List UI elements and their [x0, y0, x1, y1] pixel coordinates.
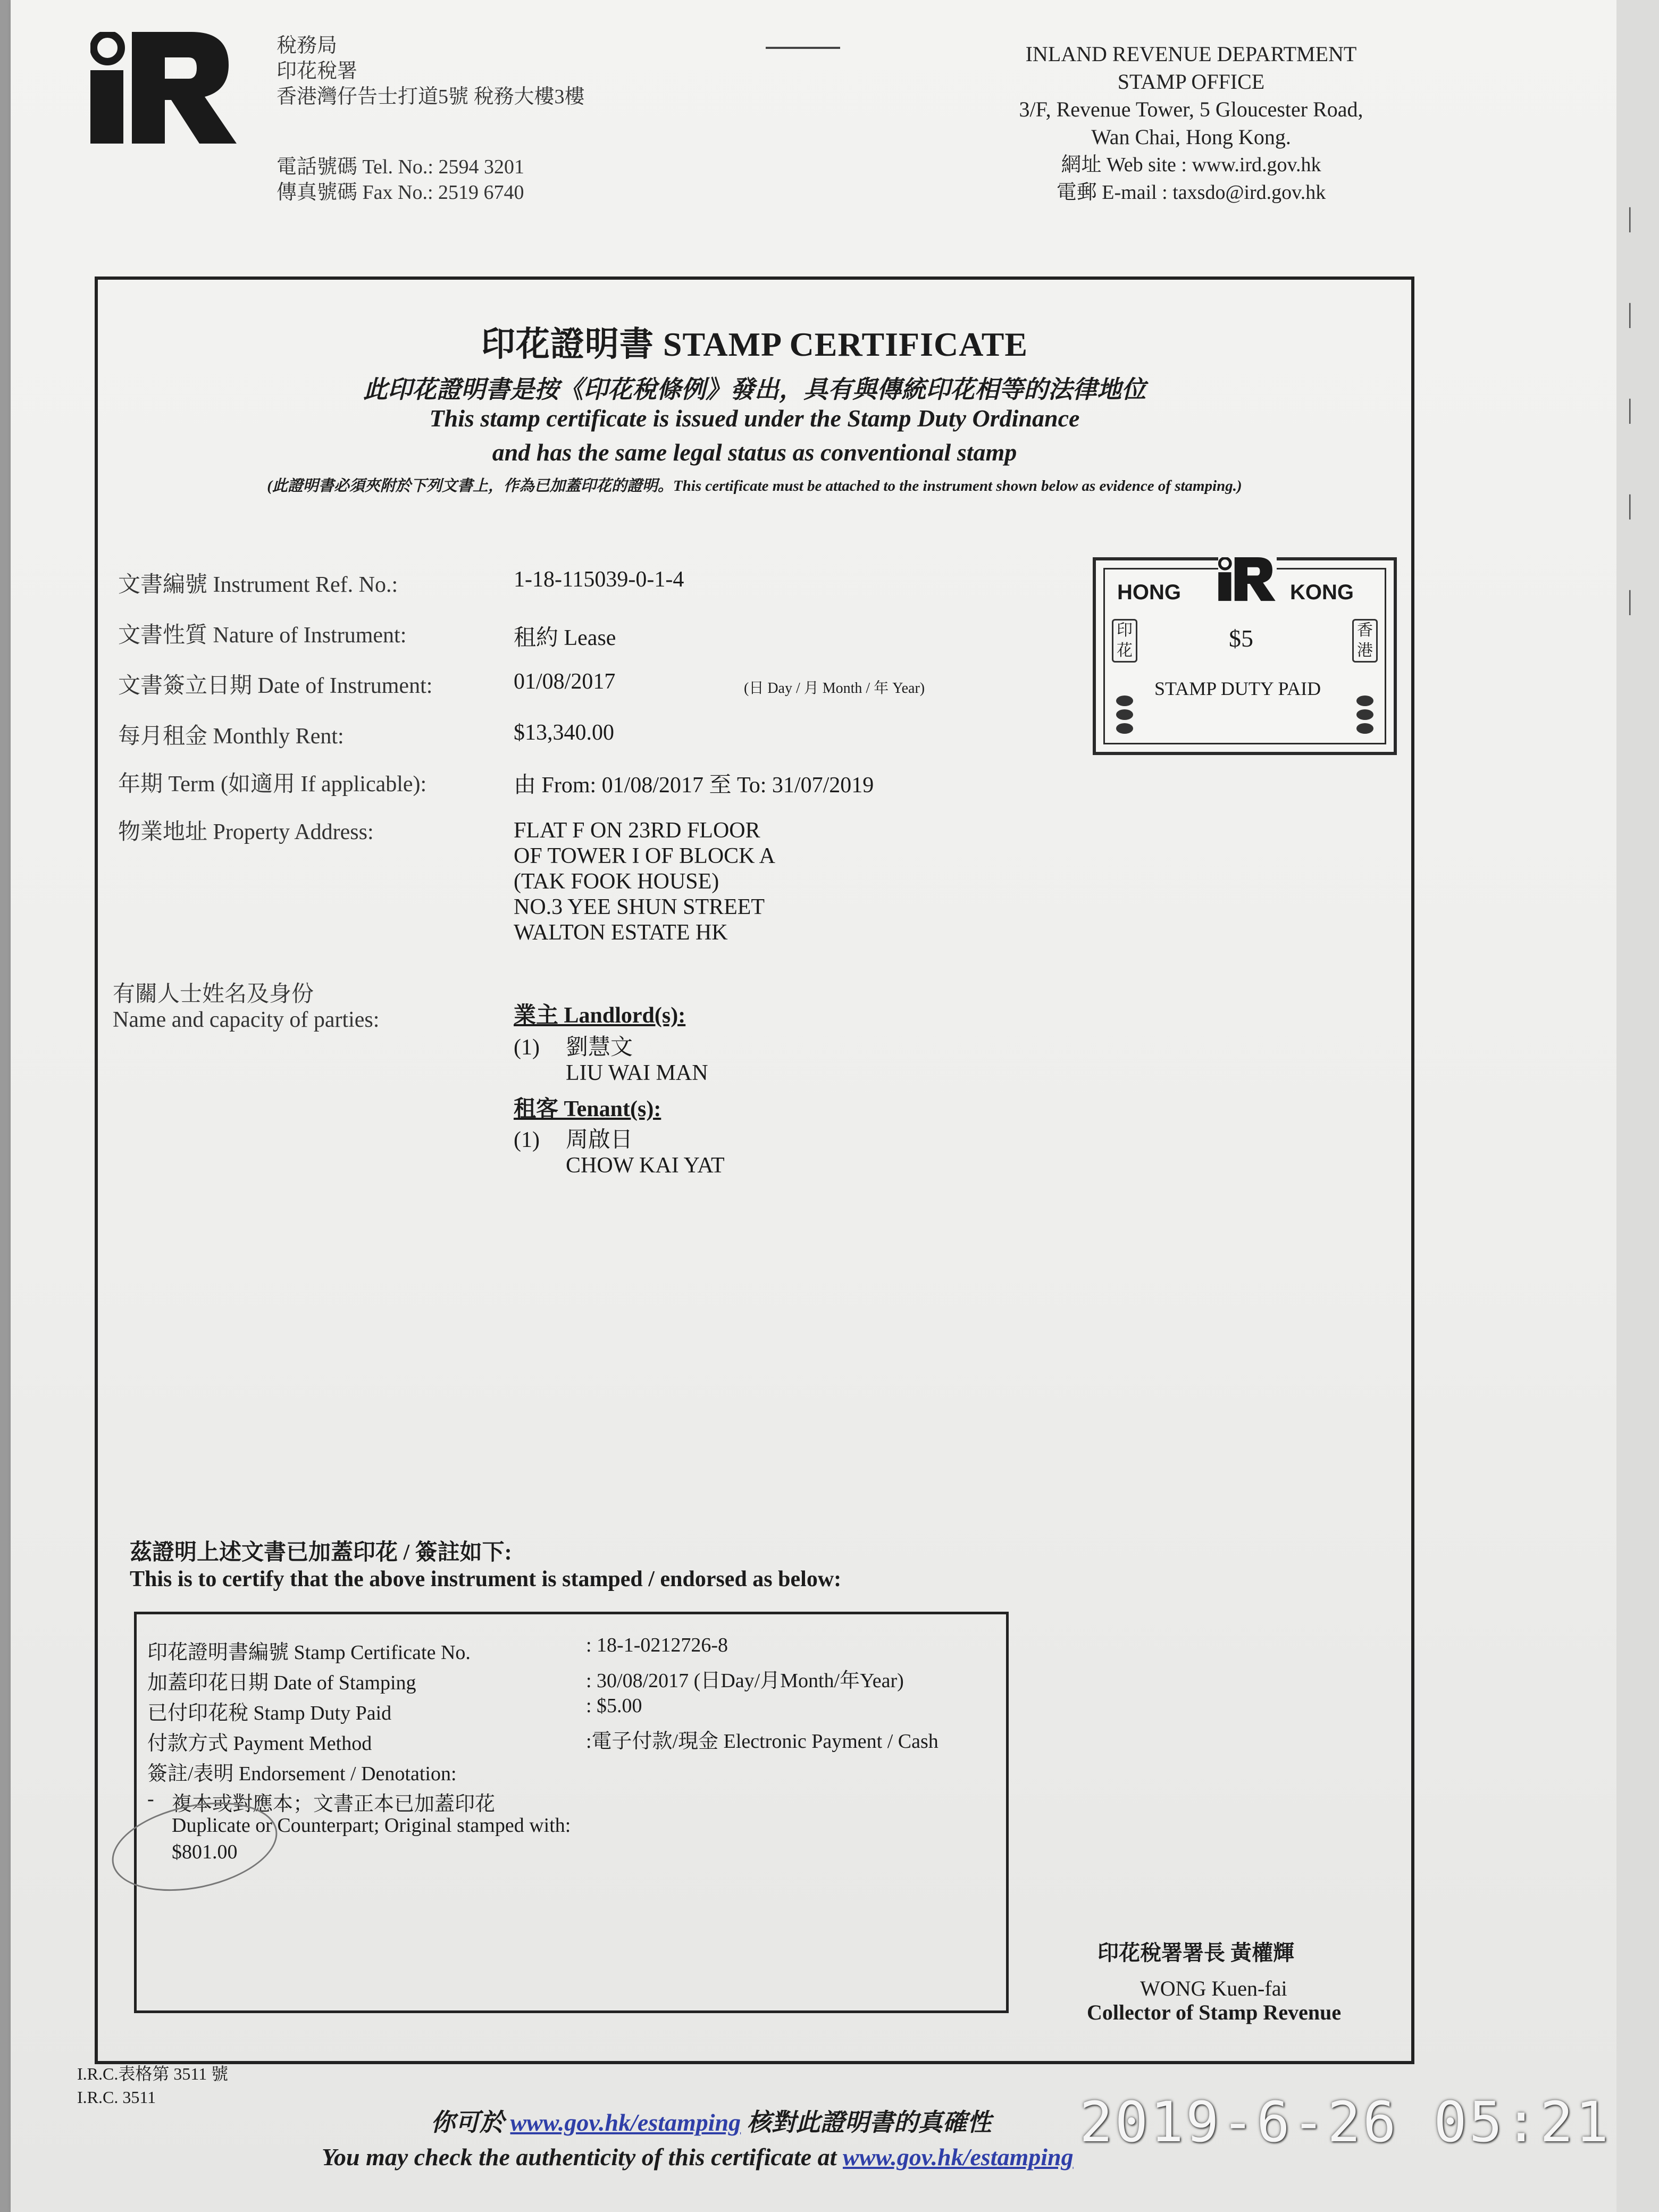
- collector-title: Collector of Stamp Revenue: [1087, 2000, 1342, 2024]
- stamp-left-seal: 印花: [1112, 619, 1137, 663]
- term-value: 由 From: 01/08/2017 至 To: 31/07/2019: [514, 773, 874, 798]
- footer-en: [322, 2143, 1074, 2171]
- stamp-caption: STAMP DUTY PAID: [1154, 678, 1321, 699]
- estamping-link[interactable]: www.gov.hk/estamping: [510, 2109, 741, 2136]
- stamp-duty-paid-stamp: [1093, 557, 1397, 755]
- address-line: OF TOWER I OF BLOCK A: [514, 844, 776, 868]
- form-number: [77, 2062, 228, 2109]
- collector-name: WONG Kuen-fai: [1140, 1976, 1287, 2000]
- stamp-ornament-icon: [1113, 693, 1136, 736]
- stamp-kong: KONG: [1290, 581, 1354, 604]
- tenant-name-en: CHOW KAI YAT: [566, 1153, 725, 1178]
- landlord-number: (1): [514, 1035, 540, 1060]
- address-line: FLAT F ON 23RD FLOOR: [514, 818, 760, 843]
- subtitle-zh: 此印花證明書是按《印花稅條例》發出，具有與傳統印花相等的法律地位: [363, 376, 1146, 403]
- landlord-name: [566, 1035, 708, 1086]
- stamp-ir-logo: [1218, 557, 1277, 603]
- header-en-line: Wan Chai, Hong Kong.: [1091, 125, 1291, 149]
- field-label: 文書簽立日期 Date of Instrument:: [118, 674, 433, 698]
- stamping-date-value: : 30/08/2017 (日Day/月Month/年Year): [586, 1670, 904, 1692]
- tenant-number: (1): [514, 1128, 540, 1152]
- tenant-name: [566, 1127, 725, 1178]
- stamp-details-box: [134, 1612, 1009, 2013]
- payment-method-value: :電子付款/現金 Electronic Payment / Cash: [586, 1730, 939, 1753]
- certify-zh: 茲證明上述文書已加蓋印花 / 簽註如下:: [130, 1540, 512, 1565]
- header-website: 網址 Web site : www.ird.gov.hk: [1061, 154, 1321, 176]
- collector-zh: 印花稅署署長 黃權輝: [1097, 1941, 1294, 1965]
- header-zh-line: 香港灣仔告士打道5號 稅務大樓3樓: [276, 86, 585, 108]
- top-divider: [766, 47, 840, 49]
- footer-zh-pre: 你可於: [431, 2109, 504, 2136]
- underlying-sheet-edge: | | | | |: [1616, 0, 1659, 2212]
- tenant-name-zh: 周啟日: [566, 1128, 633, 1152]
- stamp-amount: $5: [1229, 625, 1253, 652]
- field-label: 物業地址 Property Address:: [118, 820, 374, 844]
- subtitle-en-2: and has the same legal status as conventional stamp: [492, 439, 1017, 466]
- header-email: 電郵 E-mail : taxsdo@ird.gov.hk: [1056, 181, 1326, 204]
- detail-label: 付款方式 Payment Method: [147, 1732, 372, 1755]
- subtitle-en-1: This stamp certificate is issued under the Stamp Duty Ordinance: [429, 405, 1080, 432]
- field-label: 文書編號 Instrument Ref. No.:: [118, 573, 398, 597]
- ird-logo: [90, 32, 239, 149]
- endorsement-line-en: Duplicate or Counterpart; Original stamped with:: [172, 1814, 571, 1837]
- endorsement-line-zh: 複本或對應本；文書正本已加蓋印花: [172, 1793, 496, 1815]
- instrument-ref-value: 1-18-115039-0-1-4: [514, 567, 684, 592]
- field-label: 每月租金 Monthly Rent:: [118, 724, 344, 749]
- footer-zh-post: 核對此證明書的真確性: [747, 2109, 992, 2136]
- footer-en-pre: You may check the authenticity of this certificate at: [322, 2143, 837, 2171]
- attach-note: (此證明書必須夾附於下列文書上，作為已加蓋印花的證明。This certificate must be attached to the instrument shown below as evidence of stamping.): [267, 477, 1242, 495]
- address-line: NO.3 YEE SHUN STREET: [514, 895, 765, 919]
- landlord-name-zh: 劉慧文: [566, 1035, 633, 1060]
- header-fax: 傳真號碼 Fax No.: 2519 6740: [276, 181, 524, 204]
- landlord-name-en: LIU WAI MAN: [566, 1061, 708, 1085]
- header-en-line: 3/F, Revenue Tower, 5 Gloucester Road,: [1019, 97, 1363, 121]
- estamping-link-en[interactable]: www.gov.hk/estamping: [842, 2143, 1074, 2171]
- detail-label: 加蓋印花日期 Date of Stamping: [147, 1672, 416, 1694]
- stamp-cert-no-value: : 18-1-0212726-8: [586, 1634, 728, 1656]
- stamp-right-seal: 香港: [1352, 619, 1378, 663]
- parties-label-zh: 有關人士姓名及身份: [113, 982, 314, 1007]
- address-line: WALTON ESTATE HK: [514, 920, 728, 945]
- landlord-heading: 業主 Landlord(s):: [514, 1003, 686, 1028]
- form-number-en: I.R.C. 3511: [77, 2088, 156, 2107]
- monthly-rent-value: $13,340.00: [514, 720, 614, 745]
- detail-label: 已付印花稅 Stamp Duty Paid: [147, 1702, 392, 1724]
- date-format-hint: (日 Day / 月 Month / 年 Year): [744, 680, 925, 697]
- endorsement-dash: -: [147, 1788, 154, 1810]
- date-value: 01/08/2017: [514, 669, 616, 694]
- detail-label: 印花證明書編號 Stamp Certificate No.: [147, 1641, 471, 1664]
- certify-en: This is to certify that the above instrument is stamped / endorsed as below:: [130, 1567, 842, 1591]
- document-page: [11, 0, 1616, 2212]
- header-zh-line: 印花稅署: [276, 60, 358, 82]
- tenant-heading: 租客 Tenant(s):: [514, 1097, 661, 1121]
- form-number-zh: I.R.C.表格第 3511 號: [77, 2064, 229, 2083]
- photo-timestamp: 2019-6-26 05:21: [1079, 2090, 1611, 2155]
- stamp-hong: HONG: [1117, 581, 1181, 604]
- address-line: (TAK FOOK HOUSE): [514, 869, 719, 894]
- certificate-title: 印花證明書 STAMP CERTIFICATE: [481, 325, 1028, 363]
- field-label: 年期 Term (如適用 If applicable):: [118, 772, 427, 797]
- footer-zh: [431, 2103, 992, 2138]
- header-en-line: INLAND REVENUE DEPARTMENT: [1025, 42, 1357, 66]
- parties-label: [113, 982, 379, 1033]
- property-address: [514, 818, 775, 945]
- duty-paid-value: : $5.00: [586, 1695, 642, 1717]
- header-tel: 電話號碼 Tel. No.: 2594 3201: [276, 156, 524, 178]
- stamp-ornament-icon: [1353, 693, 1377, 736]
- certificate-frame: [95, 276, 1414, 2064]
- header-zh-line: 稅務局: [276, 35, 338, 57]
- endorsement-label: 簽註/表明 Endorsement / Denotation:: [147, 1763, 457, 1785]
- field-label: 文書性質 Nature of Instrument:: [118, 623, 407, 648]
- nature-value: 租約 Lease: [514, 626, 616, 650]
- parties-label-en: Name and capacity of parties:: [113, 1008, 380, 1032]
- original-duty-amount: $801.00: [172, 1841, 238, 1863]
- header-en-line: STAMP OFFICE: [1117, 70, 1265, 94]
